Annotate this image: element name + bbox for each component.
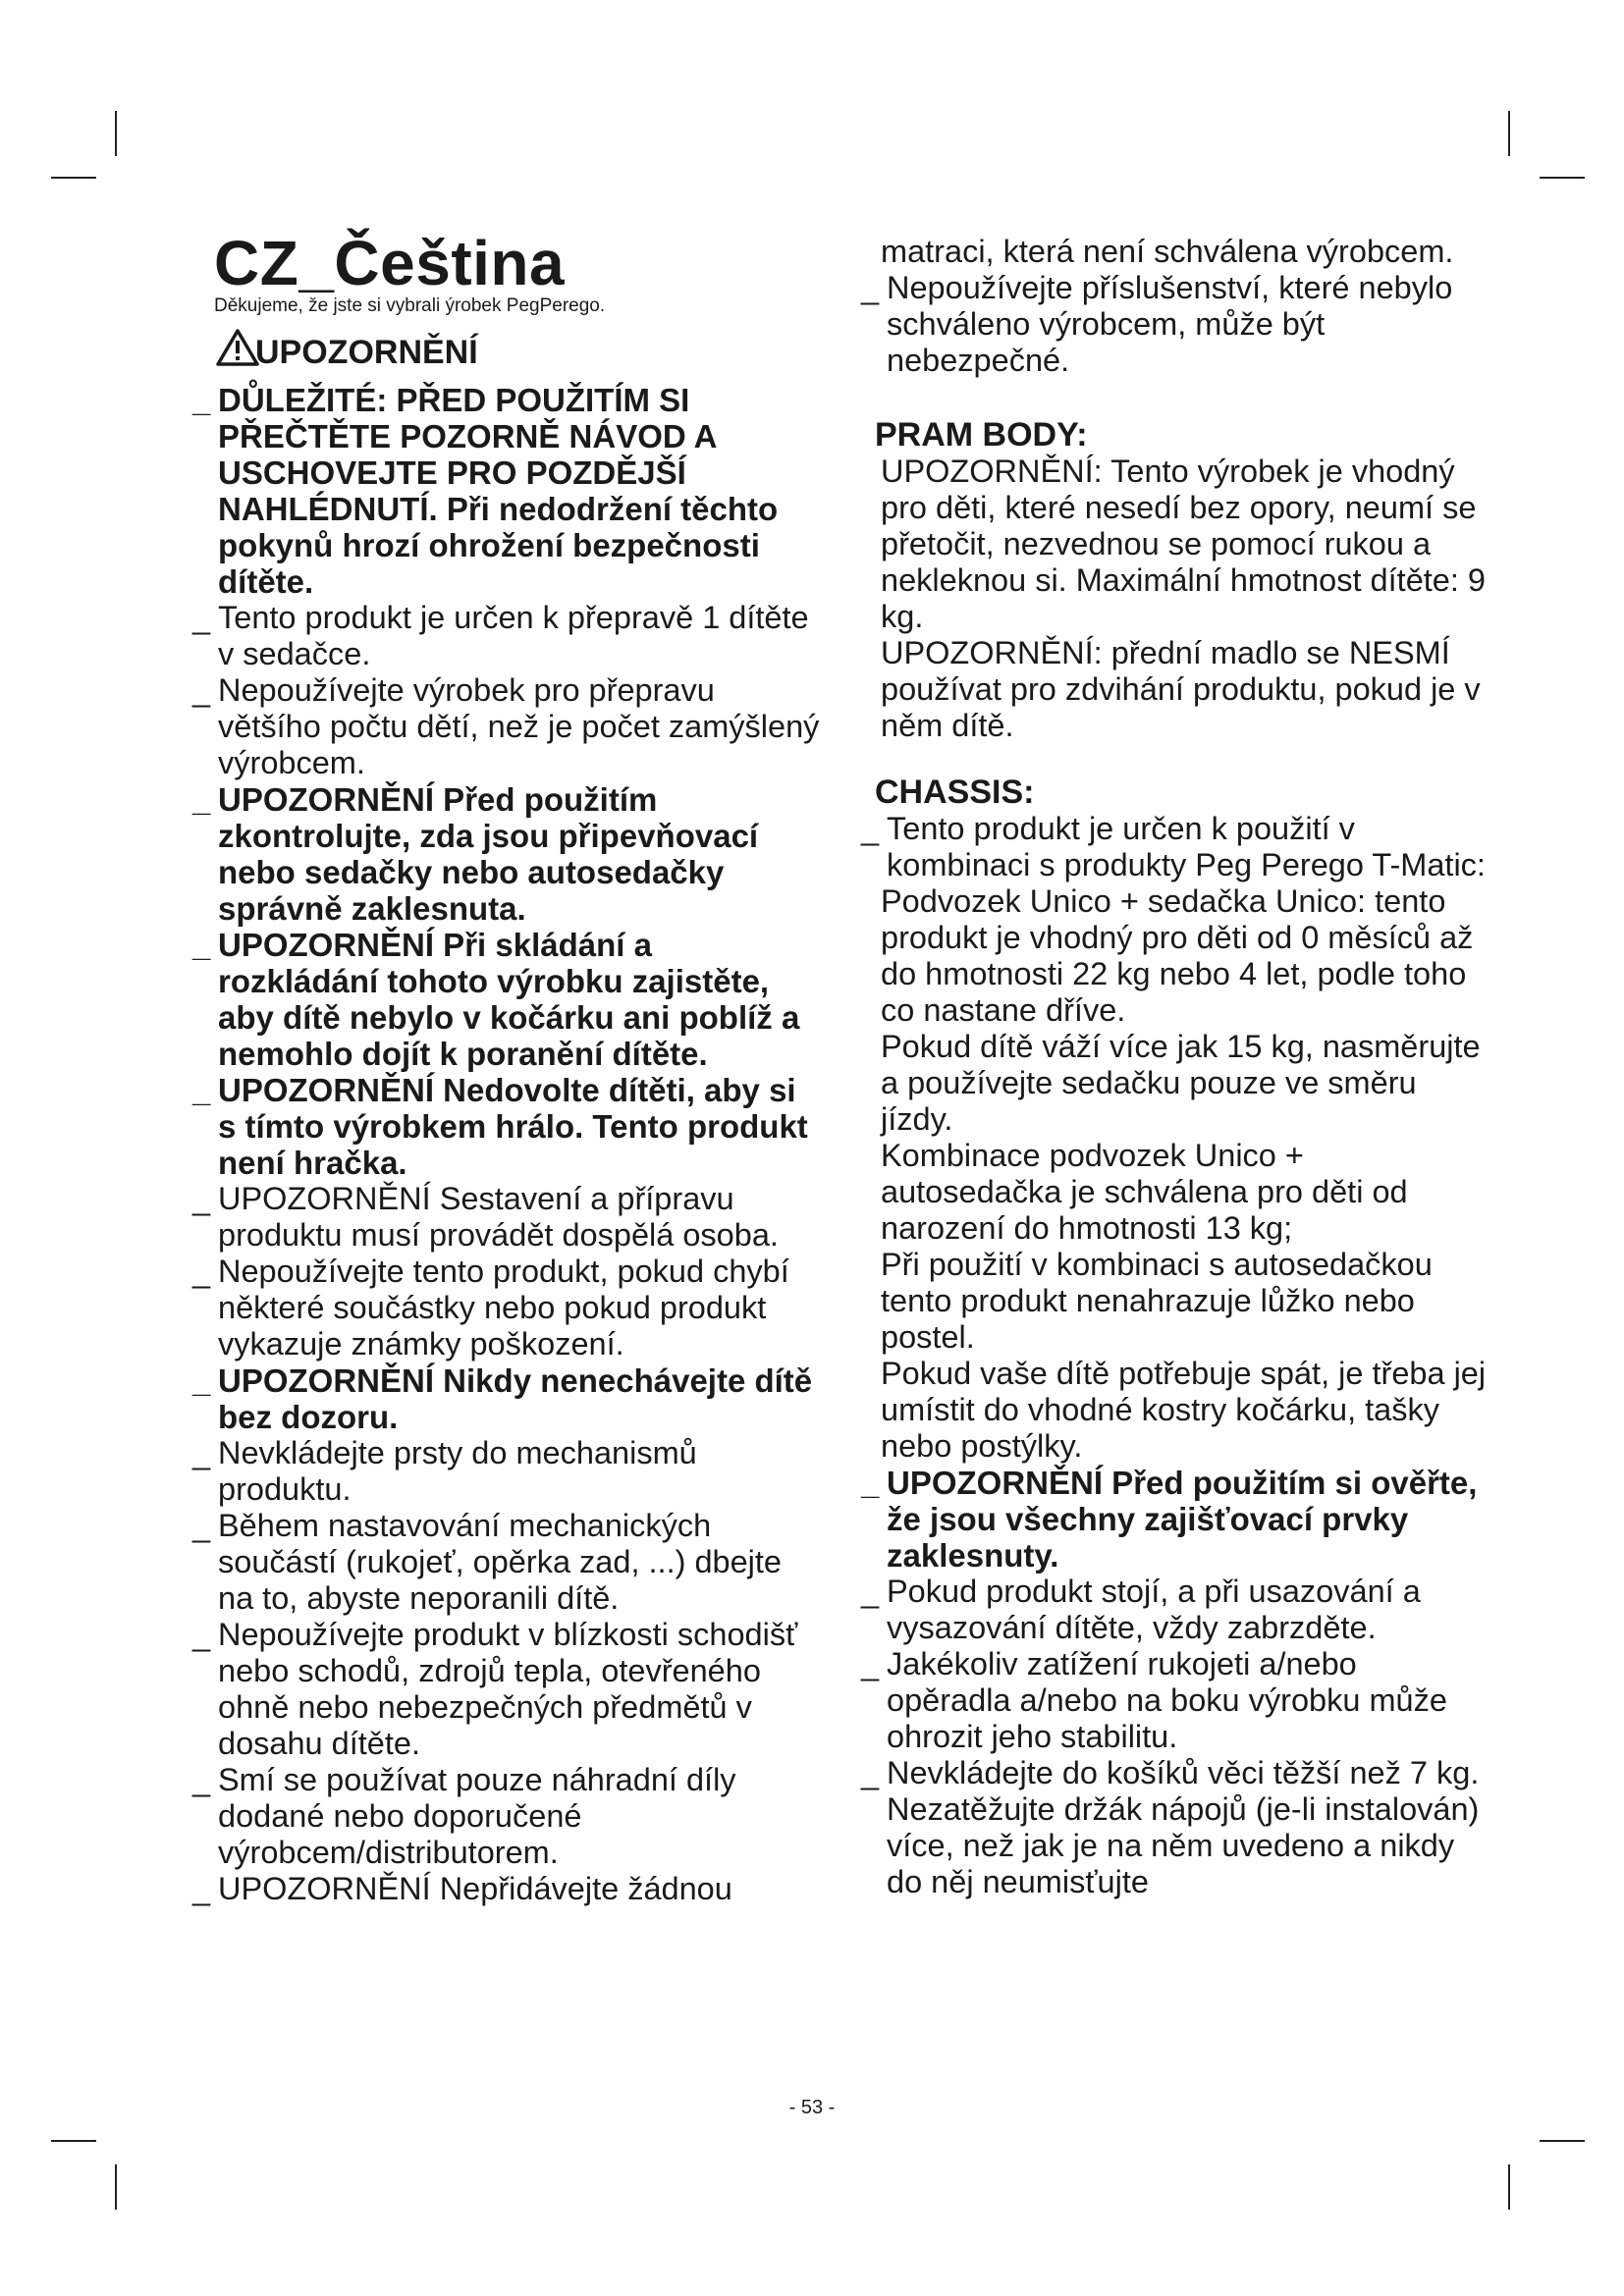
- crop-mark: [115, 111, 117, 156]
- warning-heading: [192, 323, 821, 382]
- crop-mark: [115, 2164, 117, 2210]
- warning-triangle-icon: [216, 329, 259, 366]
- warning-item: _ UPOZORNĚNÍ Nedovolte dítěti, aby si s tímto výrobkem hrálo. Tento produkt není hračka.: [192, 1072, 821, 1181]
- chassis-item: Podvozek Unico + sedačka Unico: tento produkt je vhodný pro děti od 0 měsíců až do hmotnosti 22 kg nebo 4 let, podle toho co nastane dříve.: [881, 883, 1474, 1028]
- crop-mark: [1508, 111, 1510, 156]
- chassis-title: CHASSIS:: [875, 774, 1035, 811]
- crop-mark: [1540, 2140, 1585, 2142]
- page-subtitle: Děkujeme, že jste si vybrali ýrobek PegPerego.: [214, 295, 606, 316]
- pram-body-title: PRAM BODY:: [875, 416, 1088, 454]
- warning-item: _ UPOZORNĚNÍ Nepřidávejte žádnou: [192, 1871, 821, 1907]
- warning-item: _ Nevkládejte prsty do mechanismů produktu.: [192, 1435, 821, 1508]
- warning-item: _ UPOZORNĚNÍ Při skládání a rozkládání tohoto výrobku zajistěte, aby dítě nebylo v kočárku ani poblíž a nemohlo dojít k poranění dítěte.: [192, 927, 821, 1072]
- warning-item: _ Tento produkt je určen k přepravě 1 dítěte v sedačce.: [192, 600, 821, 672]
- crop-mark: [51, 177, 96, 179]
- chassis-item: Při použití v kombinaci s autosedačkou tento produkt nenahrazuje lůžko nebo postel.: [881, 1247, 1433, 1355]
- pram-body-item: UPOZORNĚNÍ: Tento výrobek je vhodný pro děti, které nesedí bez opory, neumí se přetočit, nezvednou se pomocí rukou a nekleknou si. Maximální hmotnost dítěte: 9 kg.: [881, 454, 1487, 634]
- warning-item: _ Během nastavování mechanických součástí (rukojeť, opěrka zad, ...) dbejte na to, abyste neporanili dítě.: [192, 1508, 821, 1617]
- warning-heading-label: UPOZORNĚNÍ: [255, 334, 478, 371]
- pram-body-list: [861, 454, 1489, 744]
- left-column: [192, 228, 821, 1907]
- pram-body-item: UPOZORNĚNÍ: přední madlo se NESMÍ používat pro zdvihání produktu, pokud je v něm dítě.: [881, 635, 1481, 743]
- crop-mark: [1540, 177, 1585, 179]
- chassis-item: Kombinace podvozek Unico + autosedačka je schválena pro děti od narození do hmotnosti 13 kg;: [881, 1138, 1408, 1246]
- right-top-list: [861, 234, 1489, 379]
- warning-item: _ Nepoužívejte produkt v blízkosti schodišť nebo schodů, zdrojů tepla, otevřeného ohně nebo nebezpečných předmětů v dosahu dítěte.: [192, 1617, 821, 1762]
- crop-mark: [51, 2140, 96, 2142]
- warning-item: matraci, která není schválena výrobcem.: [881, 234, 1454, 269]
- chassis-list: [861, 811, 1489, 1900]
- warning-item: _ DŮLEŽITÉ: PŘED POUŽITÍM SI PŘEČTĚTE POZORNĚ NÁVOD A USCHOVEJTE PRO POZDĚJŠÍ NAHLÉDNUTÍ. Při nedodržení těchto pokynů hrozí ohrožení bezpečnosti dítěte.: [192, 382, 821, 600]
- chassis-item: Pokud dítě váží více jak 15 kg, nasměrujte a používejte sedačku pouze ve směru jízdy.: [881, 1029, 1481, 1137]
- warning-item: _ UPOZORNĚNÍ Před použitím zkontrolujte, zda jsou připevňovací nebo sedačky nebo autosedačky správně zaklesnuta.: [192, 781, 821, 927]
- page-title: CZ_Čeština: [214, 228, 566, 298]
- chassis-item: _ UPOZORNĚNÍ Před použitím si ověřte, že jsou všechny zajišťovací prvky zaklesnuty.: [861, 1465, 1489, 1574]
- chassis-item: Pokud vaše dítě potřebuje spát, je třeba jej umístit do vhodné kostry kočárku, tašky nebo postýlky.: [881, 1356, 1487, 1464]
- warning-item: _ Smí se používat pouze náhradní díly dodané nebo doporučené výrobcem/distributorem.: [192, 1762, 821, 1871]
- chassis-item: _ Pokud produkt stojí, a při usazování a vysazování dítěte, vždy zabrzděte.: [861, 1574, 1489, 1646]
- warning-item: _ UPOZORNĚNÍ Nikdy nenechávejte dítě bez dozoru.: [192, 1362, 821, 1435]
- crop-mark: [1508, 2164, 1510, 2210]
- left-warning-list: [192, 382, 821, 1907]
- chassis-item: _ Nevkládejte do košíků věci těžší než 7 kg. Nezatěžujte držák nápojů (je-li instalován) více, než jak je na něm uvedeno a nikdy do něj neumisťujte: [861, 1755, 1489, 1900]
- chassis-item: _ Tento produkt je určen k použití v kombinaci s produkty Peg Perego T-Matic:: [861, 811, 1489, 883]
- page-number: - 53 -: [788, 2097, 836, 2118]
- chassis-item: _ Jakékoliv zatížení rukojeti a/nebo opěradla a/nebo na boku výrobku může ohrozit jeho stabilitu.: [861, 1646, 1489, 1755]
- right-column: [861, 234, 1489, 1900]
- warning-item: _ UPOZORNĚNÍ Sestavení a přípravu produktu musí provádět dospělá osoba.: [192, 1181, 821, 1254]
- warning-item: _ Nepoužívejte výrobek pro přepravu většího počtu dětí, než je počet zamýšlený výrobcem.: [192, 672, 821, 781]
- warning-item: _ Nepoužívejte tento produkt, pokud chybí některé součástky nebo pokud produkt vykazuje známky poškození.: [192, 1254, 821, 1362]
- warning-item: _ Nepoužívejte příslušenství, které nebylo schváleno výrobcem, může být nebezpečné.: [861, 270, 1489, 379]
